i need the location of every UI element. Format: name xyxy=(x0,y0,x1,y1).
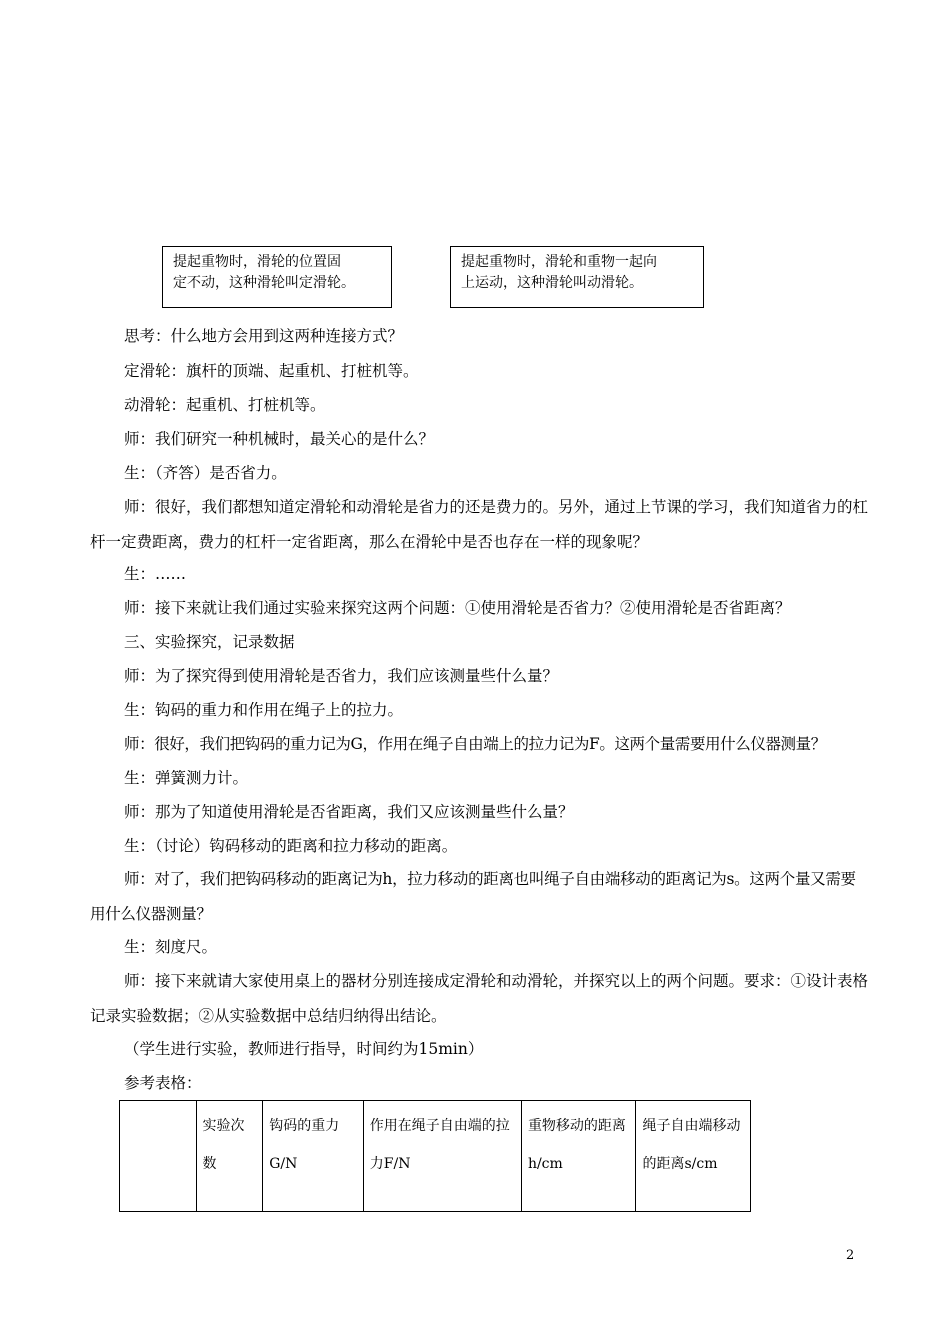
paragraph: 生：钩码的重力和作用在绳子上的拉力。 xyxy=(124,701,404,719)
page-number: 2 xyxy=(846,1248,855,1263)
paragraph: 师：接下来就请大家使用桌上的器材分别连接成定滑轮和动滑轮，并探究以上的两个问题。要求：①设计表格记录实验数据；②从实验数据中总结归纳得出结论。 xyxy=(90,972,869,1025)
paragraph: 动滑轮：起重机、打桩机等。 xyxy=(124,396,326,414)
table-header-cell: 重物移动的距离h/cm xyxy=(521,1101,636,1212)
paragraph: 师：很好，我们把钩码的重力记为G，作用在绳子自由端上的拉力记为F。这两个量需要用什么仪器测量？ xyxy=(124,735,826,753)
box-line: 提起重物时，滑轮的位置固 xyxy=(173,254,341,270)
paragraph: 定滑轮：旗杆的顶端、起重机、打桩机等。 xyxy=(124,362,419,380)
paragraph: 生：（齐答）是否省力。 xyxy=(124,464,287,482)
table-header-cell: 钩码的重力G/N xyxy=(263,1101,364,1212)
table-header-row xyxy=(120,1101,751,1212)
box-line: 上运动，这种滑轮叫动滑轮。 xyxy=(461,275,643,291)
section-heading: 三、实验探究，记录数据 xyxy=(124,633,295,651)
paragraph: 生：…… xyxy=(124,565,187,583)
table-header-cell xyxy=(120,1101,197,1212)
box-line: 提起重物时，滑轮和重物一起向 xyxy=(461,254,657,270)
paragraph: 生：刻度尺。 xyxy=(124,938,218,956)
paragraph: 师：很好，我们都想知道定滑轮和动滑轮是省力的还是费力的。另外，通过上节课的学习，我们知道省力的杠杆一定费距离，费力的杠杆一定省距离，那么在滑轮中是否也存在一样的现象呢？ xyxy=(90,498,869,551)
paragraph: （学生进行实验，教师进行指导，时间约为15min） xyxy=(124,1040,484,1058)
paragraph: 师：对了，我们把钩码移动的距离记为h，拉力移动的距离也叫绳子自由端移动的距离记为s。这两个量又需要用什么仪器测量？ xyxy=(90,870,856,923)
movable-pulley-definition-box xyxy=(450,246,704,308)
table-header-cell: 绳子自由端移动的距离s/cm xyxy=(636,1101,751,1212)
reference-table xyxy=(119,1100,751,1212)
paragraph: 参考表格： xyxy=(124,1074,202,1092)
paragraph: 师：接下来就让我们通过实验来探究这两个问题：①使用滑轮是否省力？②使用滑轮是否省距离？ xyxy=(124,599,791,617)
table-header-cell: 作用在绳子自由端的拉力F/N xyxy=(363,1101,521,1212)
fixed-pulley-definition-box xyxy=(162,246,392,308)
paragraph: 思考：什么地方会用到这两种连接方式？ xyxy=(124,327,404,345)
table-header-cell: 实验次数 xyxy=(196,1101,263,1212)
paragraph: 生：弹簧测力计。 xyxy=(124,769,249,787)
paragraph: 生：（讨论）钩码移动的距离和拉力移动的距离。 xyxy=(124,837,458,855)
paragraph: 师：那为了知道使用滑轮是否省距离，我们又应该测量些什么量？ xyxy=(124,803,574,821)
box-line: 定不动，这种滑轮叫定滑轮。 xyxy=(173,275,355,291)
paragraph: 师：我们研究一种机械时，最关心的是什么？ xyxy=(124,430,435,448)
paragraph: 师：为了探究得到使用滑轮是否省力，我们应该测量些什么量？ xyxy=(124,667,559,685)
